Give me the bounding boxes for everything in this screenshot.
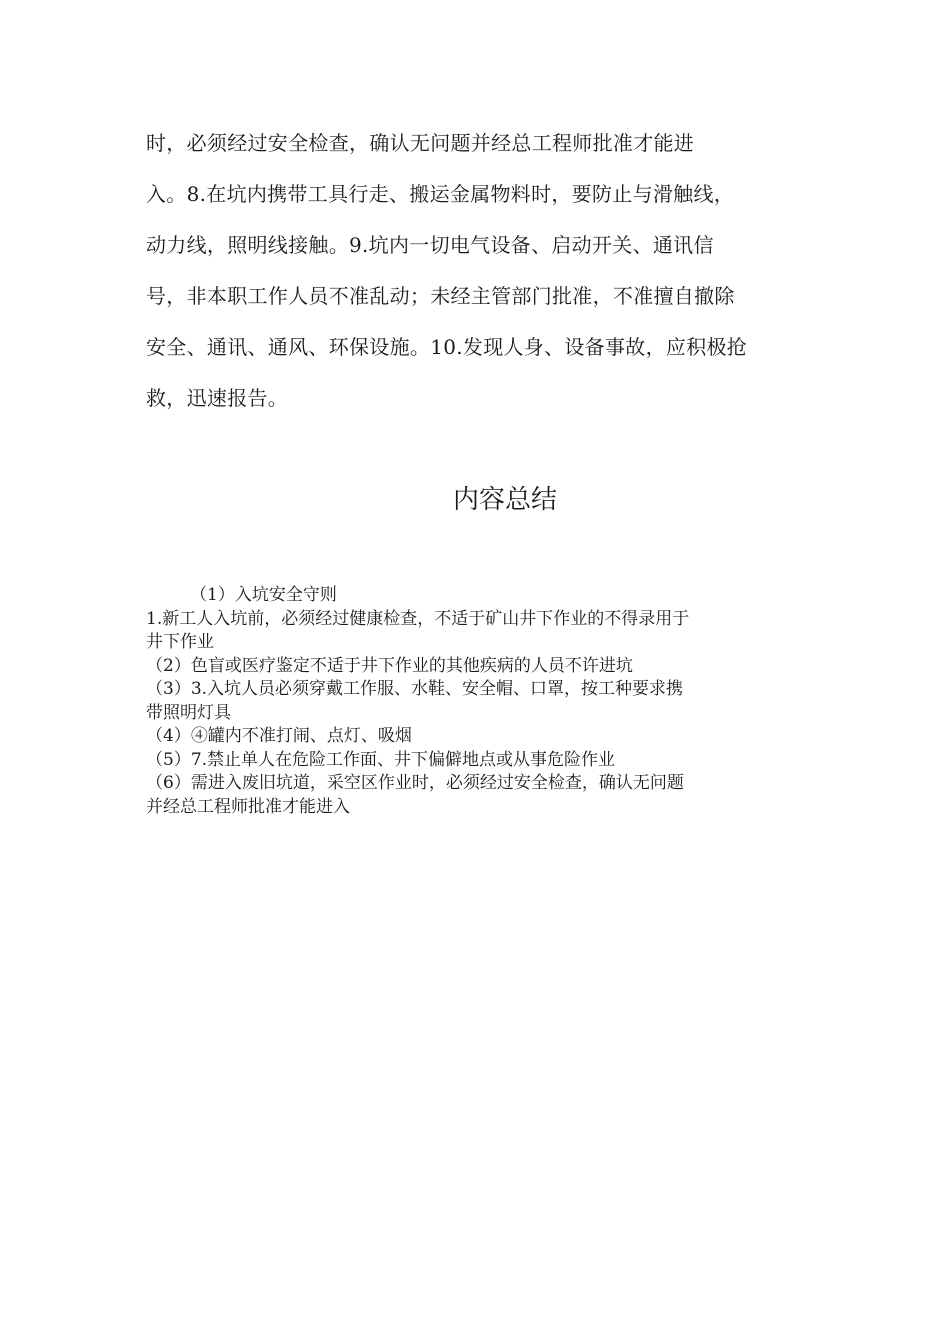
body-line: 入。8.在坑内携带工具行走、搬运金属物料时，要防止与滑触线， <box>146 182 735 206</box>
summary-line: （3）3.入坑人员必须穿戴工作服、水鞋、安全帽、口罩，按工种要求携 <box>146 679 684 699</box>
summary-title: 内容总结 <box>452 485 557 515</box>
summary-line: 带照明灯具 <box>146 702 231 723</box>
summary-line: （6）需进入废旧坑道，采空区作业时，必须经过安全检查，确认无问题 <box>146 773 684 793</box>
summary-line: 井下作业 <box>146 632 214 652</box>
body-line: 安全、通讯、通风、环保设施。10.发现人身、设备事故，应积极抢 <box>146 335 748 359</box>
summary-list <box>146 584 826 819</box>
summary-line: 1.新工人入坑前，必须经过健康检查，不适于矿山井下作业的不得录用于 <box>146 608 690 629</box>
body-line: 动力线，照明线接触。9.坑内一切电气设备、启动开关、通讯信 <box>146 233 714 257</box>
body-line: 号，非本职工作人员不准乱动；未经主管部门批准，不准擅自撤除 <box>146 284 735 308</box>
summary-line: 并经总工程师批准才能进入 <box>146 796 350 817</box>
summary-line: （1）入坑安全守则 <box>190 585 337 605</box>
body-paragraph <box>146 118 826 424</box>
body-line: 时，必须经过安全检查，确认无问题并经总工程师批准才能进 <box>146 131 695 155</box>
summary-line: （4）④罐内不准打闹、点灯、吸烟 <box>146 726 412 746</box>
summary-line: （2）色盲或医疗鉴定不适于井下作业的其他疾病的人员不许进坑 <box>146 655 633 676</box>
body-line: 救，迅速报告。 <box>146 386 289 410</box>
summary-line: （5）7.禁止单人在危险工作面、井下偏僻地点或从事危险作业 <box>146 749 616 770</box>
